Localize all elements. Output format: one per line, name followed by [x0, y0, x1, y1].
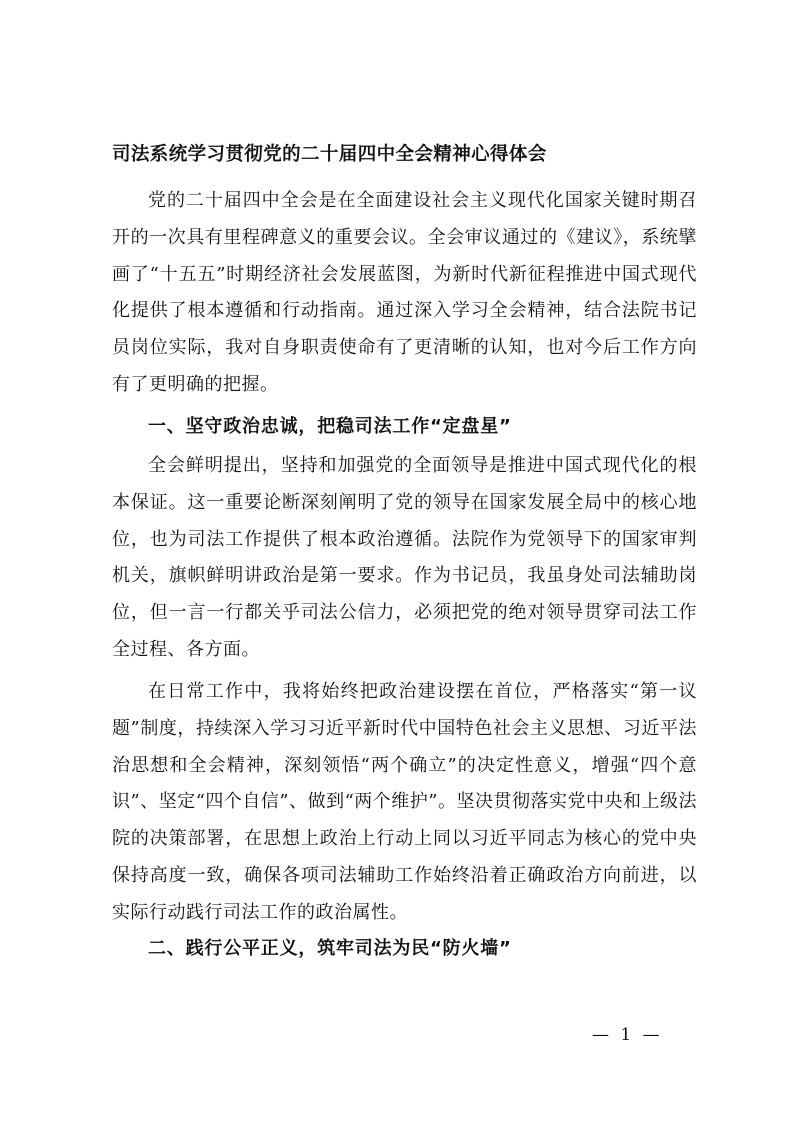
intro-section — [112, 183, 697, 404]
section-heading-1: 一、坚守政治忠诚，把稳司法工作“定盘星” — [148, 416, 512, 437]
intro-paragraph: 党的二十届四中全会是在全面建设社会主义现代化国家关键时期召开的一次具有里程碑意义的重要会议。全会审议通过的《建议》，系统擘画了“十五五”时期经济社会发展蓝图，为新时代新征程推进中国式现代化提供了根本遵循和行动指南。通过深入学习全会精神，结合法院书记员岗位实际，我对自身职责使命有了更清晰的认知，也对今后工作方向有了更明确的把握。 — [112, 190, 697, 395]
section-1-body — [112, 448, 697, 669]
document-title: 司法系统学习贯彻党的二十届四中全会精神心得体会 — [112, 144, 547, 165]
section-1-paragraph-1: 全会鲜明提出，坚持和加强党的全面领导是推进中国式现代化的根本保证。这一重要论断深刻阐明了党的领导在国家发展全局中的核心地位，也为司法工作提供了根本政治遵循。法院作为党领导下的国家审判机关，旗帜鲜明讲政治是第一要求。作为书记员，我虽身处司法辅助岗位，但一言一行都关乎司法公信力，必须把党的绝对领导贯穿司法工作全过程、各方面。 — [112, 455, 697, 660]
section-1-body-continued — [112, 674, 697, 932]
section-heading-2: 二、践行公平正义，筑牢司法为民“防火墙” — [148, 938, 512, 959]
section-1-paragraph-2: 在日常工作中，我将始终把政治建设摆在首位，严格落实“第一议题”制度，持续深入学习习近平新时代中国特色社会主义思想、习近平法治思想和全会精神，深刻领悟“两个确立”的决定性意义，增强“四个意识”、坚定“四个自信”、做到“两个维护”。坚决贯彻落实党中央和上级法院的决策部署，在思想上政治上行动上同以习近平同志为核心的党中央保持高度一致，确保各项司法辅助工作始终沿着正确政治方向前进，以实际行动践行司法工作的政治属性。 — [112, 681, 698, 923]
page-number: — 1 — — [592, 1025, 663, 1045]
